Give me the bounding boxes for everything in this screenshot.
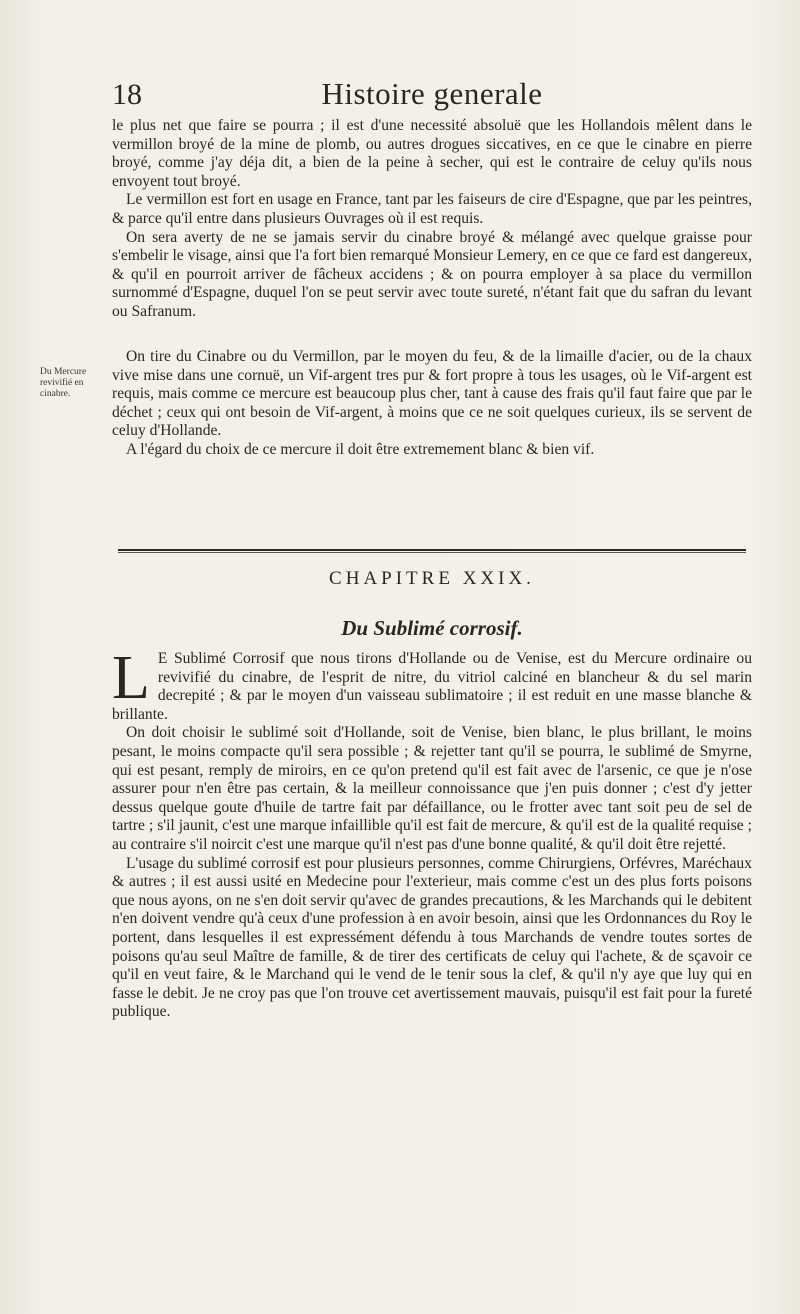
paragraph: A l'égard du choix de ce mercure il doit être extremement blanc & bien vif. [126, 440, 595, 458]
paragraph-text: E Sublimé Corrosif que nous tirons d'Hollande ou de Venise, est du Mercure ordinaire ou revivifié du cinabre, de l'esprit de nitre, du vitriol calciné en blancheur & du sel marin decrepité ; & par le moyen d'un vaisseau sublimatoire ; il est reduit en une masse blanche & brillante. [112, 650, 752, 723]
paragraph: L'usage du sublimé corrosif est pour plusieurs personnes, comme Chirurgiens, Orfévres, Maréchaux & autres ; il est aussi usité en Medecine pour l'exterieur, mais comme c'est un des plus forts poisons que nous ayons, on ne s'en doit servir qu'avec de grandes precautions, & les Marchands qui le debitent n'en doivent vendre qu'à ceux d'une profession à en avoir besoin, ainsi que les Ordonnances du Roy le portent, dans lesquelles il est expressément défendu à tous Marchands de vendre toutes sortes de poisons qu'au seul Maître de famille, & de tirer des certificats de celuy qui l'achete, & de sçavoir ce qu'il en veut faire, & le Marchand qui le vend de le tenir sous la clef, & qu'il n'y aye que luy qui en fasse le debit. Je ne croy pas que l'on trouve cet avertissement mauvais, puisqu'il est fait pour la fureté publique. [112, 854, 752, 1021]
paragraph: On tire du Cinabre ou du Vermillon, par le moyen du feu, & de la limaille d'acier, ou de la chaux vive mise dans une cornuë, un Vif-argent tres pur & fort propre à tous les usages, où le Vif-argent est requis, mais comme ce mercure est beaucoup plus cher, tant à cause des frais qu'il faut faire que par le déchet ; ceux qui ont besoin de Vif-argent, à moins que ce ne soit quelques curieux, ils se servent de celuy d'Hollande. [112, 348, 752, 440]
drop-capital: L [112, 644, 150, 712]
text-block-top [112, 117, 752, 322]
paragraph: On doit choisir le sublimé soit d'Hollande, soit de Venise, bien blanc, le plus brillant, le moins pesant, le moins compacte qu'il sera possible ; & rejetter tant qu'il se pourra, le sublimé de Smyrne, qui est pesant, remply de miroirs, en ce qu'on pretend qu'il est fait avec de l'arsenic, ce que je n'ose assurer pour n'en être pas certain, & la meilleur connoissance que j'en puis donner ; c'est d'y jetter dessus quelque goute d'huile de tartre fait par défaillance, ou le frotter avec tant soit peu de sel de tartre ; s'il jaunit, c'est une marque infaillible qu'il est fait de mercure, & qu'il est de la qualité requise ; au contraire s'il noircit c'est une marque qu'il n'est pas d'une bonne qualité, & qu'il doit être rejetté. [112, 724, 752, 853]
running-title: Histoire generale [321, 76, 543, 111]
page-header [112, 78, 752, 118]
paragraph: le plus net que faire se pourra ; il est d'une necessité absoluë que les Hollandois mêlent dans le vermillon broyé de la mine de plomb, ou autres drogues siccatives, en ce que le cinabre en pierre broyé, comme j'ay déja dit, a bien de la peine à secher, qui est le contraire de celuy qu'ils nous envoyent tout broyé. [112, 117, 752, 190]
paragraph-with-dropcap [112, 644, 752, 724]
margin-note: Du Mercure revivifié en cinabre. [40, 367, 87, 399]
chapter-heading: CHAPITRE XXIX. [329, 568, 535, 589]
divider-thick-line [118, 549, 746, 551]
page-number: 18 [112, 78, 142, 111]
divider-thin-line [118, 552, 746, 553]
text-block-bottom [112, 644, 752, 1022]
text-block-middle [112, 348, 752, 460]
paragraph: On sera averty de ne se jamais servir du cinabre broyé & mélangé avec quelque graisse pour s'embelir le visage, ainsi que l'a fort bien remarqué Monsieur Lemery, en ce que ce fard est dangereux, & qu'il en pourroit arriver de fâcheux accidens ; & on pourra employer à sa place du vermillon surnommé d'Espagne, duquel l'on se peut servir avec toute sureté, n'étant fait que du safran du levant ou Safranum. [112, 228, 752, 320]
paragraph: Le vermillon est fort en usage en France, tant par les faiseurs de cire d'Espagne, que par les peintres, & parce qu'il entre dans plusieurs Ouvrages où il est requis. [112, 191, 752, 227]
chapter-title: Du Sublimé corrosif. [341, 616, 523, 640]
section-divider [118, 549, 746, 553]
